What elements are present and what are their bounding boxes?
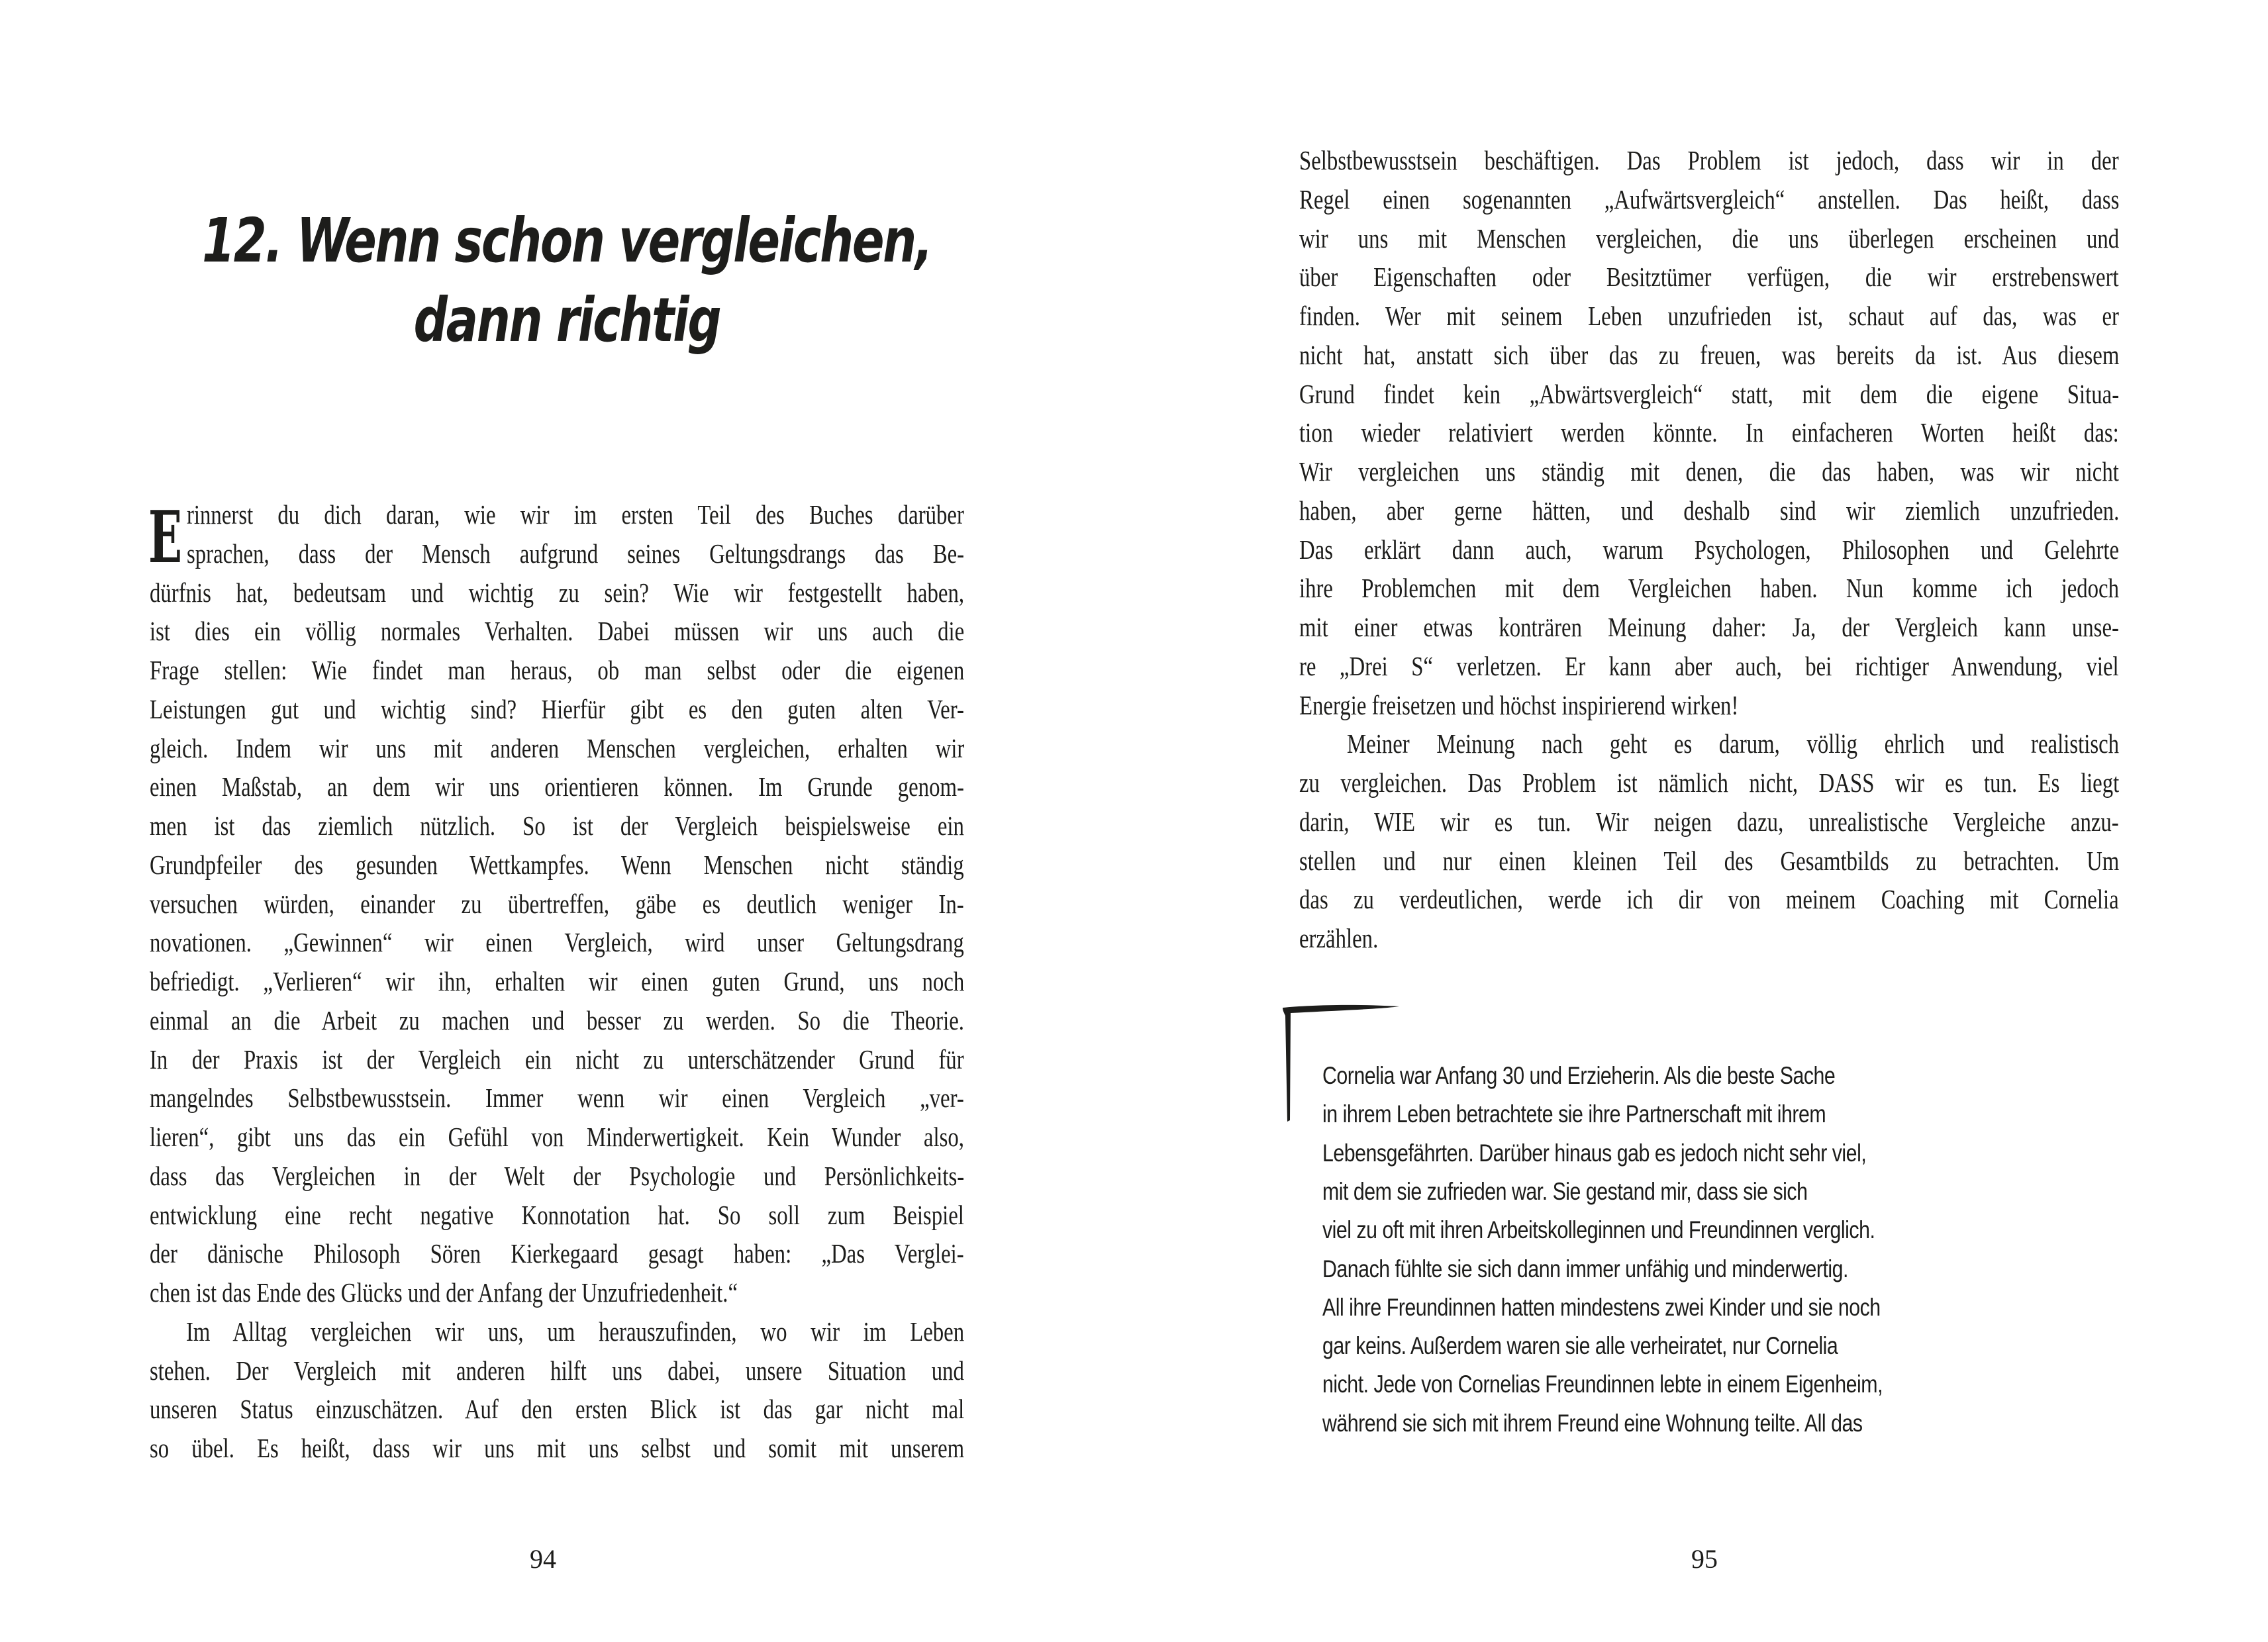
body-text-line: Selbstbewusstsein beschäftigen. Das Problem ist jedoch, dass wir in der <box>1299 145 2119 175</box>
body-text-line: so übel. Es heißt, dass wir uns mit uns selbst und somit mit unserem <box>150 1433 965 1463</box>
body-text-line: über Eigenschaften oder Besitztümer verfügen, die wir erstrebenswert <box>1299 262 2119 293</box>
body-text-line: rinnerst du dich daran, wie wir im ersten Teil des Buches darüber <box>187 499 964 530</box>
body-text-line: wir uns mit Menschen vergleichen, die uns überlegen erscheinen und <box>1299 222 2120 254</box>
body-text-line: Im Alltag vergleichen wir uns, um herauszufinden, wo wir im Leben <box>186 1316 965 1347</box>
body-text-line: mangelndes Selbstbewusstsein. Immer wenn wir einen Vergleich „ver- <box>150 1083 964 1114</box>
case-study-line: Lebensgefährten. Darüber hinaus gab es jedoch nicht sehr viel, <box>1322 1139 1867 1167</box>
body-text-line: Das erklärt dann auch, warum Psychologen, Philosophen und Gelehrte <box>1299 534 2120 565</box>
body-text-line: Regel einen sogenannten „Aufwärtsvergleich“ anstellen. Das heißt, dass <box>1299 183 2120 215</box>
body-text-line: tion wieder relativiert werden könnte. In einfacheren Worten heißt das: <box>1299 417 2119 448</box>
body-text-line: ihre Problemchen mit dem Vergleichen haben. Nun komme ich jedoch <box>1299 573 2120 604</box>
body-text-line: befriedigt. „Verlieren“ wir ihn, erhalten wir einen guten Grund, uns noch <box>150 966 965 996</box>
case-study-line: All ihre Freundinnen hatten mindestens zwei Kinder und sie noch <box>1322 1293 1881 1321</box>
body-text-line: darin, WIE wir es tun. Wir neigen dazu, unrealistische Vergleiche anzu- <box>1299 806 2119 837</box>
chapter-title-line-1: 12. Wenn schon vergleichen, <box>202 205 932 276</box>
chapter-title-line-2: dann richtig <box>413 285 720 356</box>
body-text-line: stellen und nur einen kleinen Teil des Gesamtbilds zu betrachten. Um <box>1299 845 2120 876</box>
case-study-line: viel zu oft mit ihren Arbeitskolleginnen und Freundinnen verglich. <box>1322 1216 1875 1244</box>
body-text-line: ist dies ein völlig normales Verhalten. Dabei müssen wir uns auch die <box>150 616 965 647</box>
body-text-line: mit einer etwas konträren Meinung daher: Ja, der Vergleich kann unse- <box>1299 612 2119 642</box>
body-text-line: das zu verdeutlichen, werde ich dir von meinem Coaching mit Cornelia <box>1299 884 2119 915</box>
body-text-line: Wir vergleichen uns ständig mit denen, die das haben, was wir nicht <box>1299 456 2119 487</box>
body-text-line: finden. Wer mit seinem Leben unzufrieden ist, schaut auf das, was er <box>1299 301 2119 331</box>
body-text-line: Meiner Meinung nach geht es darum, völlig ehrlich und realistisch <box>1347 728 2120 759</box>
case-study-line: gar keins. Außerdem waren sie alle verheiratet, nur Cornelia <box>1322 1332 1838 1360</box>
body-text-line: novationen. „Gewinnen“ wir einen Vergleich, wird unser Geltungsdrang <box>150 927 964 958</box>
body-text-line: re „Drei S“ verletzen. Er kann aber auch, bei richtiger Anwendung, viel <box>1299 650 2119 681</box>
body-text-line: Grundpfeiler des gesunden Wettkampfes. Wenn Menschen nicht ständig <box>150 849 964 880</box>
case-study-line: Danach fühlte sie sich dann immer unfähig und minderwertig. <box>1322 1255 1848 1282</box>
body-text-line: Frage stellen: Wie findet man heraus, ob man selbst oder die eigenen <box>150 655 965 685</box>
body-text-line: stehen. Der Vergleich mit anderen hilft uns dabei, unsere Situation und <box>150 1355 964 1386</box>
case-study-line: in ihrem Leben betrachtete sie ihre Partnerschaft mit ihrem <box>1322 1100 1826 1128</box>
body-text-line: nicht hat, anstatt sich über das zu freuen, was bereits da ist. Aus diesem <box>1299 339 2120 370</box>
body-text-line: Leistungen gut und wichtig sind? Hierfür gibt es den guten alten Ver- <box>150 693 964 724</box>
body-text-line: men ist das ziemlich nützlich. So ist der Vergleich beispielsweise ein <box>150 810 964 841</box>
body-text-line: Energie freisetzen und höchst inspirierend wirken! <box>1299 689 1739 720</box>
body-text-line: dass das Vergleichen in der Welt der Psychologie und Persönlichkeits- <box>150 1160 965 1191</box>
case-study-line: Cornelia war Anfang 30 und Erzieherin. Als die beste Sache <box>1322 1062 1836 1089</box>
body-text-line: chen ist das Ende des Glücks und der Anfang der Unzufriedenheit.“ <box>150 1277 738 1308</box>
body-text-line: entwicklung eine recht negative Konnotation hat. So soll zum Beispiel <box>150 1199 964 1230</box>
case-study-line: während sie sich mit ihrem Freund eine Wohnung teilte. All das <box>1322 1409 1863 1437</box>
body-text-line: In der Praxis ist der Vergleich ein nicht zu unterschätzender Grund für <box>150 1043 964 1075</box>
case-study-line: nicht. Jede von Cornelias Freundinnen lebte in einem Eigenheim, <box>1322 1371 1883 1398</box>
body-text-line: der dänische Philosoph Sören Kierkegaard gesagt haben: „Das Verglei- <box>150 1238 964 1269</box>
body-text-line: versuchen würden, einander zu übertreffen, gäbe es deutlich weniger In- <box>150 888 964 919</box>
body-text-line: erzählen. <box>1299 923 1379 953</box>
case-study-line: mit dem sie zufrieden war. Sie gestand mir, dass sie sich <box>1322 1177 1808 1205</box>
body-text-line: unseren Status einzuschätzen. Auf den ersten Blick ist das gar nicht mal <box>150 1394 965 1425</box>
page-number-left: 94 <box>530 1544 556 1574</box>
body-text-line: haben, aber gerne hätten, und deshalb sind wir ziemlich unzufrieden. <box>1299 495 2120 526</box>
body-text-line: Grund findet kein „Abwärtsvergleich“ statt, mit dem die eigene Situa- <box>1299 378 2120 409</box>
body-text-line: einen Maßstab, an dem wir uns orientieren können. Im Grunde genom- <box>150 771 964 802</box>
body-text-line: einmal an die Arbeit zu machen und besser zu werden. So die Theorie. <box>150 1004 964 1036</box>
body-text-line: sprachen, dass der Mensch aufgrund seines Geltungsdrangs das Be- <box>187 538 965 569</box>
body-text-line: zu vergleichen. Das Problem ist nämlich nicht, DASS wir es tun. Es liegt <box>1299 767 2120 798</box>
body-text-line: dürfnis hat, bedeutsam und wichtig zu sein? Wie wir festgestellt haben, <box>150 577 965 608</box>
body-text-line: gleich. Indem wir uns mit anderen Menschen vergleichen, erhalten wir <box>150 732 965 763</box>
drop-cap: E <box>148 496 183 579</box>
body-text-line: lieren“, gibt uns das ein Gefühl von Minderwertigkeit. Kein Wunder also, <box>150 1122 964 1152</box>
page-number-right: 95 <box>1691 1544 1718 1574</box>
